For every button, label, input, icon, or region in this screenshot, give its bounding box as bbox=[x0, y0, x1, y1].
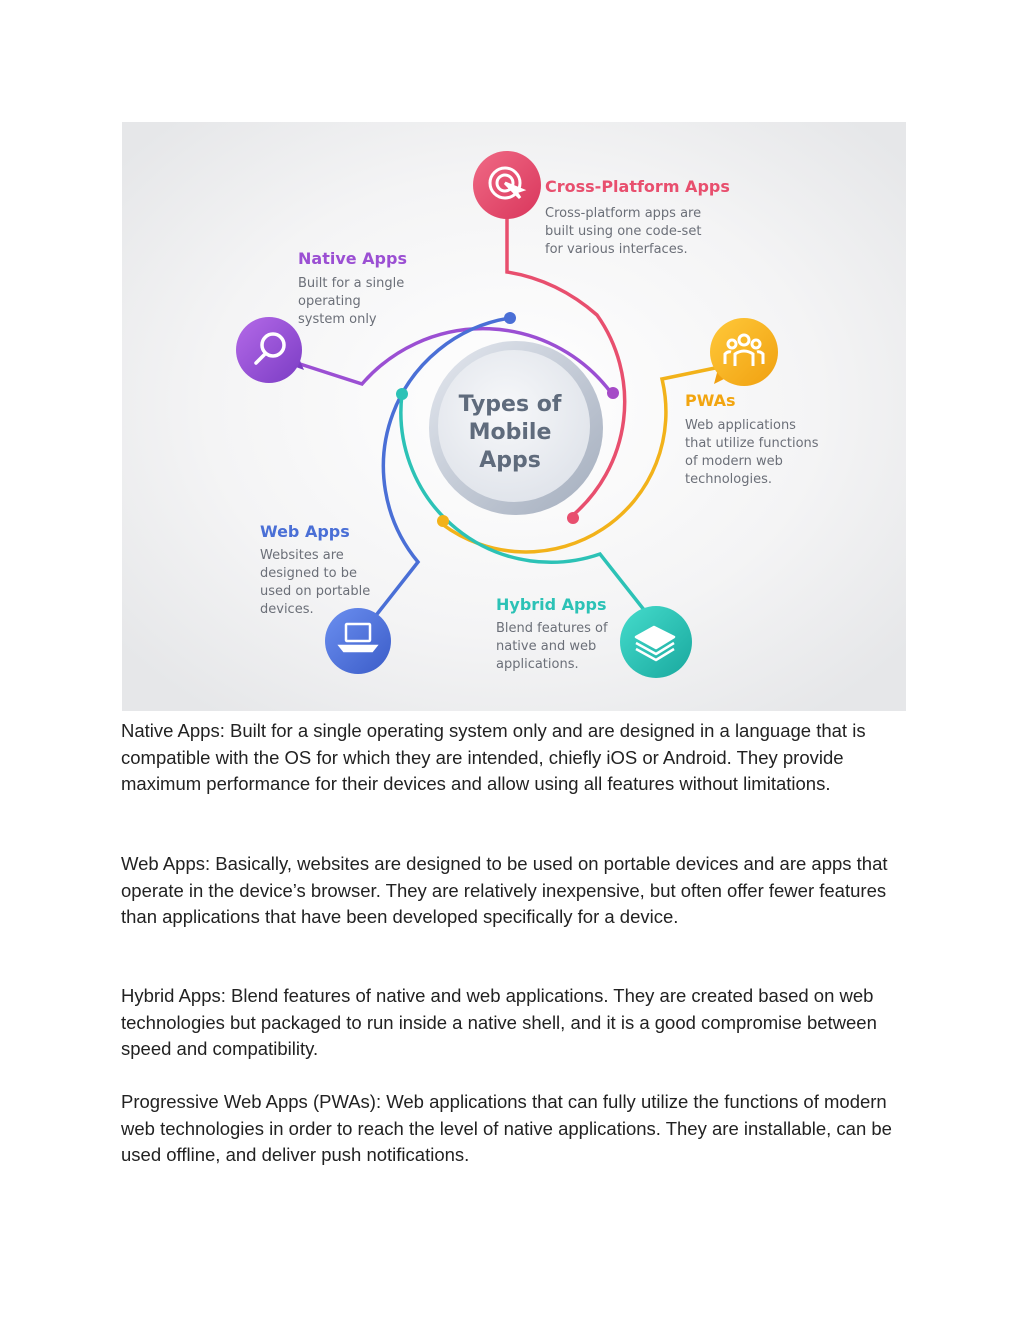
center-title-line-1: Types of bbox=[458, 392, 562, 417]
native-title: Native Apps bbox=[298, 249, 407, 268]
cross-platform-desc-2: built using one code-set bbox=[545, 224, 702, 239]
hybrid-apps-paragraph: Hybrid Apps: Blend features of native and web applications. They are created based on web technologies but packaged to run inside a native shell, and it is a good compromise between speed and compatibility. bbox=[121, 985, 877, 1059]
pwas-desc-3: of modern web bbox=[685, 454, 783, 469]
web-apps-paragraph: Web Apps: Basically, websites are designed to be used on portable devices and are apps that operate in the device’s browser. They are relatively inexpensive, but often offer fewer features than applications that have been developed specifically for a device. bbox=[121, 853, 888, 927]
native-desc-3: system only bbox=[298, 312, 377, 327]
hybrid-desc-1: Blend features of bbox=[496, 621, 608, 636]
cross-platform-desc-3: for various interfaces. bbox=[545, 242, 688, 257]
pwas-title: PWAs bbox=[685, 391, 736, 410]
web-desc-1: Websites are bbox=[260, 548, 344, 563]
web-desc-3: used on portable bbox=[260, 584, 371, 599]
teal-dot bbox=[396, 388, 408, 400]
hybrid-title: Hybrid Apps bbox=[496, 595, 607, 614]
pwas-desc-4: technologies. bbox=[685, 472, 773, 487]
cross-platform-desc-1: Cross-platform apps are bbox=[545, 206, 702, 221]
cross-platform-dot bbox=[607, 387, 619, 399]
web-title: Web Apps bbox=[260, 522, 350, 541]
pink-dot bbox=[567, 512, 579, 524]
hybrid-desc-3: applications. bbox=[496, 657, 579, 672]
native-desc-1: Built for a single bbox=[298, 276, 405, 291]
yellow-dot bbox=[437, 515, 449, 527]
cross-platform-title: Cross-Platform Apps bbox=[545, 177, 730, 196]
types-of-mobile-apps-infographic bbox=[122, 122, 906, 711]
center-title-line-3: Apps bbox=[479, 448, 541, 473]
hybrid-desc-2: native and web bbox=[496, 639, 597, 654]
blue-dot bbox=[504, 312, 516, 324]
pwas-paragraph: Progressive Web Apps (PWAs): Web applications that can fully utilize the functions of modern web technologies in order to reach the level of native applications. They are installable, can be used offline, and deliver push notifications. bbox=[121, 1091, 892, 1165]
web-desc-2: designed to be bbox=[260, 566, 357, 581]
web-desc-4: devices. bbox=[260, 602, 314, 617]
native-apps-paragraph: Native Apps: Built for a single operating system only and are designed in a language that is compatible with the OS for which they are intended, chiefly iOS or Android. They provide maximum performance for their devices and allow using all features without limitations. bbox=[121, 720, 866, 794]
center-title-line-2: Mobile bbox=[468, 420, 552, 445]
pwas-desc-2: that utilize functions bbox=[685, 436, 819, 451]
pwas-desc-1: Web applications bbox=[685, 418, 796, 433]
native-desc-2: operating bbox=[298, 294, 361, 309]
